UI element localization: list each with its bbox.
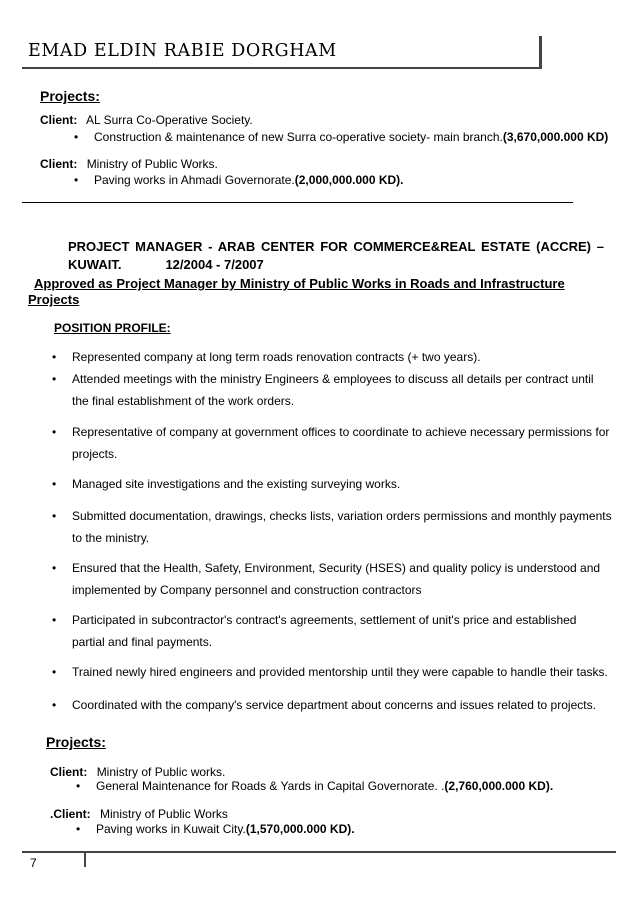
bullet-dot-icon: • [52,613,57,627]
bullet-dot-icon: • [52,425,57,439]
client-name: Ministry of Public Works [100,807,228,821]
section-divider [22,202,573,203]
duty-item: • Participated in subcontractor's contract's agreements, settlement of unit's price and established partial and final payments. [52,609,612,653]
duty-item: • Trained newly hired engineers and provided mentorship until they were capable to handle their tasks. [52,661,612,683]
client-label: Client: [50,765,88,779]
projects-heading: Projects: [40,88,100,104]
project-bullet [76,822,355,836]
bullet-dot-icon: • [52,372,57,386]
project-description: General Maintenance for Roads & Yards in Capital Governorate. . [96,779,445,793]
project-bullet [76,779,553,793]
client-line [50,765,225,779]
bullet-dot-icon: • [74,173,79,187]
bullet-dot-icon: • [52,698,57,712]
bullet-dot-icon: • [52,350,57,364]
page-number: 7 [30,856,37,870]
resume-header-name: EMAD ELDIN RABIE DORGHAM [28,41,337,61]
duty-item: • Managed site investigations and the existing surveying works. [52,473,612,495]
duty-item: • Coordinated with the company's service department about concerns and issues related to projects. [52,694,612,716]
project-description: Paving works in Ahmadi Governorate. [94,173,295,187]
project-bullet [74,173,404,187]
bullet-dot-icon: • [52,509,57,523]
duty-item: • Representative of company at government offices to coordinate to achieve necessary permissions for projects. [52,421,612,465]
client-name: AL Surra Co-Operative Society. [86,113,253,127]
project-value: (3,670,000.000 KD) [502,130,609,144]
duty-item: • Ensured that the Health, Safety, Environment, Security (HSES) and quality policy is understood and implemented by Company personnel and construction contractors [52,557,612,601]
client-name: Ministry of Public Works. [86,157,218,171]
project-value: (2,000,000.000 KD). [294,173,404,187]
job-dates: 12/2004 - 7/2007 [165,257,264,272]
project-description: Construction & maintenance of new Surra co-operative society- main branch. [94,130,503,144]
client-name: Ministry of Public works. [96,765,226,779]
client-label: .Client: [50,807,91,821]
project-value: (1,570,000.000 KD). [245,822,355,836]
approval-line-2: Projects [28,292,80,307]
project-bullet [74,130,608,144]
client-label: Client: [40,113,78,127]
header-rule-vertical [539,36,542,69]
bullet-dot-icon: • [52,561,57,575]
duty-item: • Represented company at long term roads renovation contracts (+ two years). [52,346,612,368]
job-title-text: PROJECT MANAGER - ARAB CENTER FOR COMMERCE&REAL ESTATE (ACCRE) – KUWAIT. [68,239,604,272]
client-label: Client: [40,157,78,171]
bullet-dot-icon: • [52,477,57,491]
bullet-dot-icon: • [52,665,57,679]
project-description: Paving works in Kuwait City. [96,822,246,836]
job-title [68,238,604,274]
position-profile-heading: POSITION PROFILE: [54,321,171,335]
footer-rule [22,851,616,853]
client-line [50,807,228,821]
client-line [40,113,253,127]
bullet-dot-icon: • [76,779,81,793]
duty-item: • Attended meetings with the ministry Engineers & employees to discuss all details per contract until the final establishment of the work orders. [52,368,612,412]
approval-line: Approved as Project Manager by Ministry of Public Works in Roads and Infrastructure [34,276,565,291]
header-rule [22,67,542,69]
client-line [40,157,218,171]
footer-rule-vertical [84,851,86,867]
project-value: (2,760,000.000 KD). [444,779,554,793]
bullet-dot-icon: • [74,130,79,144]
bullet-dot-icon: • [76,822,81,836]
projects-heading: Projects: [46,734,106,750]
duty-item: • Submitted documentation, drawings, checks lists, variation orders permissions and monthly payments to the ministry. [52,505,612,549]
